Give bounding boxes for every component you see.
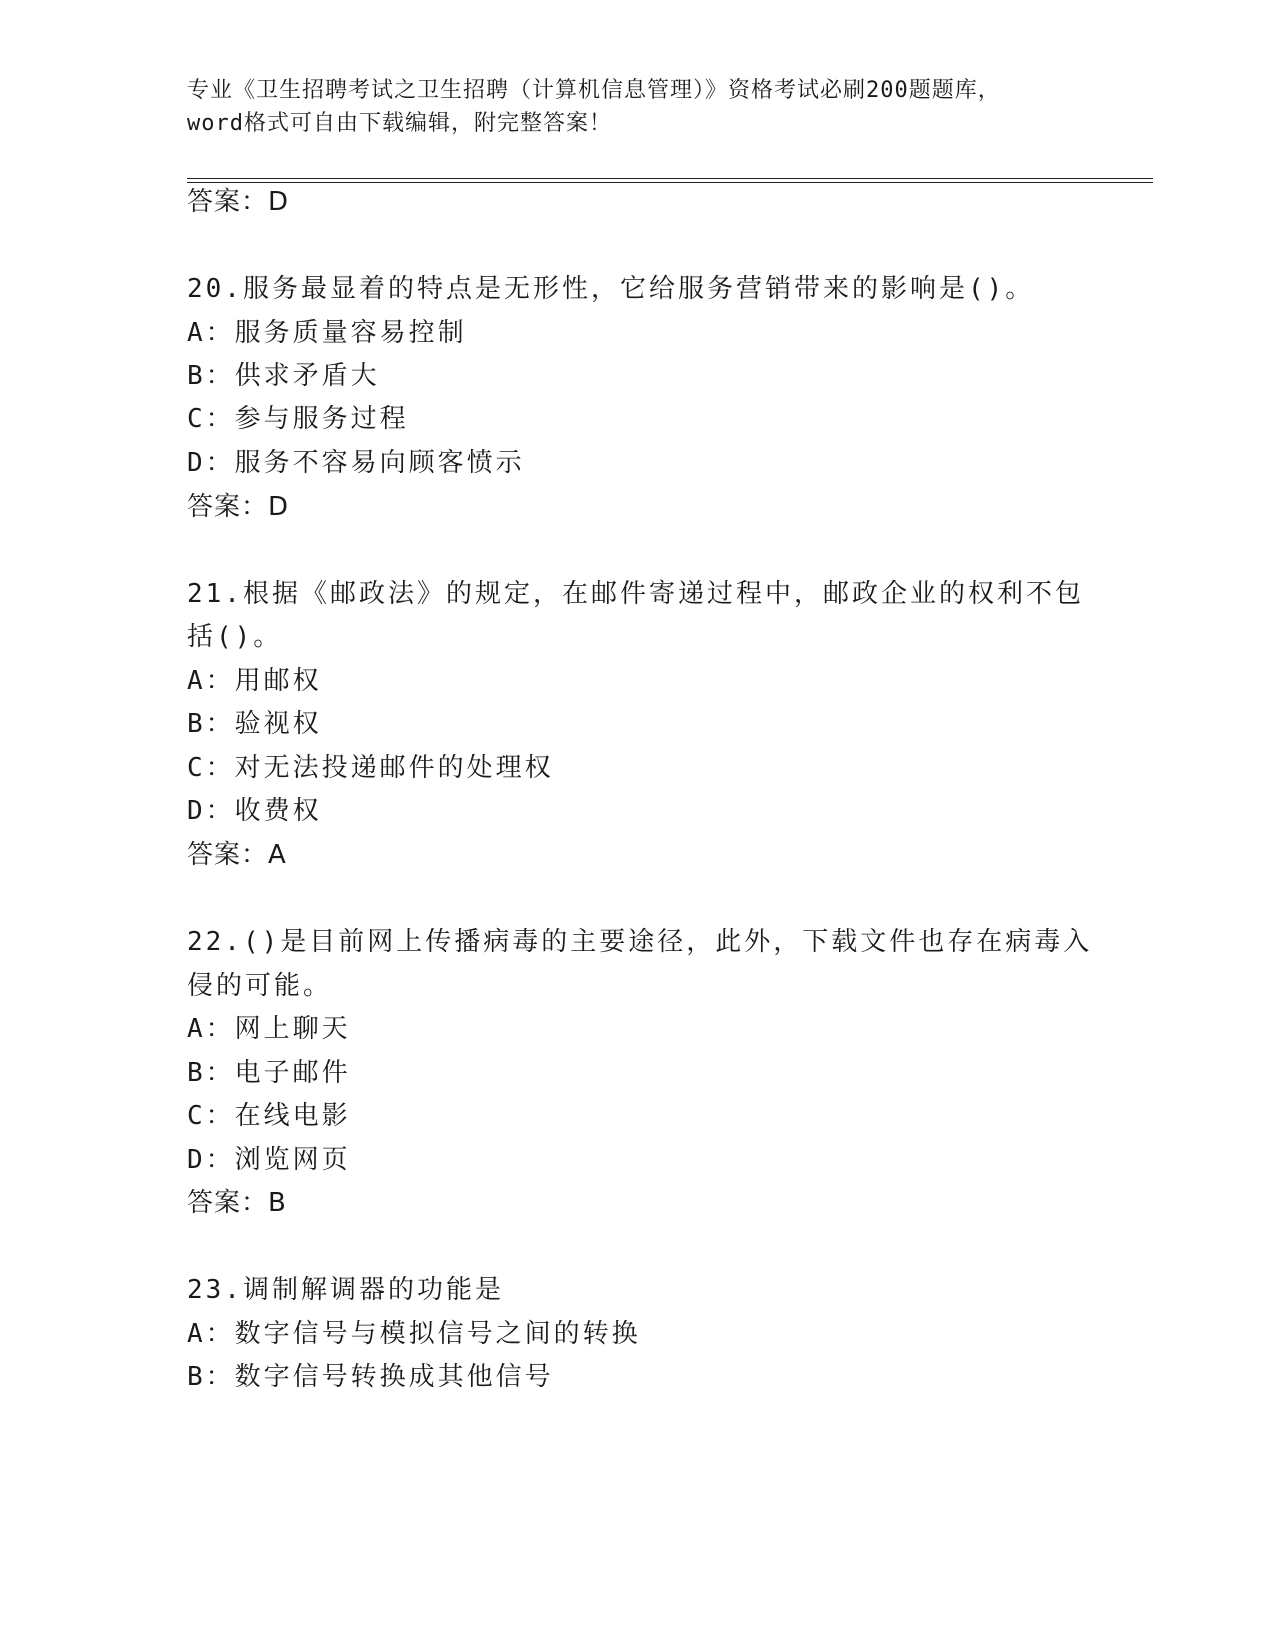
question-22-option-b: B：电子邮件 [187,1058,351,1088]
question-21-stem-line-1: 21.根据《邮政法》的规定，在邮件寄递过程中，邮政企业的权利不包 [187,579,1084,609]
answer-line: 答案：D [187,187,290,217]
question-22-stem-line-1: 22.()是目前网上传播病毒的主要途径，此外，下载文件也存在病毒入 [187,927,1093,957]
question-20-option-d: D：服务不容易向顾客愤示 [187,448,525,478]
header-title-line-1: 专业《卫生招聘考试之卫生招聘（计算机信息管理）》资格考试必刷200题题库， [187,78,1001,103]
question-20-option-b: B：供求矛盾大 [187,361,380,391]
document-header [187,74,1087,140]
question-20-answer: 答案：D [187,492,290,522]
question-21-answer: 答案：A [187,840,287,870]
question-20-option-a: A：服务质量容易控制 [187,318,467,348]
question-23-option-b: B：数字信号转换成其他信号 [187,1362,554,1392]
question-21-stem-line-2: 括()。 [187,622,283,652]
question-22-answer: 答案：B [187,1188,287,1218]
header-divider [187,178,1153,183]
question-20-stem: 20.服务最显着的特点是无形性，它给服务营销带来的影响是()。 [187,274,1035,304]
header-title-line-2: word格式可自由下载编辑，附完整答案！ [187,111,612,136]
question-20-option-c: C：参与服务过程 [187,404,409,434]
question-22-option-c: C：在线电影 [187,1101,351,1131]
question-21-option-d: D：收费权 [187,796,322,826]
question-23-option-a: A：数字信号与模拟信号之间的转换 [187,1319,641,1349]
question-22-option-d: D：浏览网页 [187,1145,351,1175]
question-22-option-a: A：网上聊天 [187,1014,351,1044]
question-21-option-c: C：对无法投递邮件的处理权 [187,753,554,783]
question-21-option-b: B：验视权 [187,709,322,739]
question-21-option-a: A：用邮权 [187,666,322,696]
question-23-stem: 23.调制解调器的功能是 [187,1275,504,1305]
question-22-stem-line-2: 侵的可能。 [187,971,333,1001]
